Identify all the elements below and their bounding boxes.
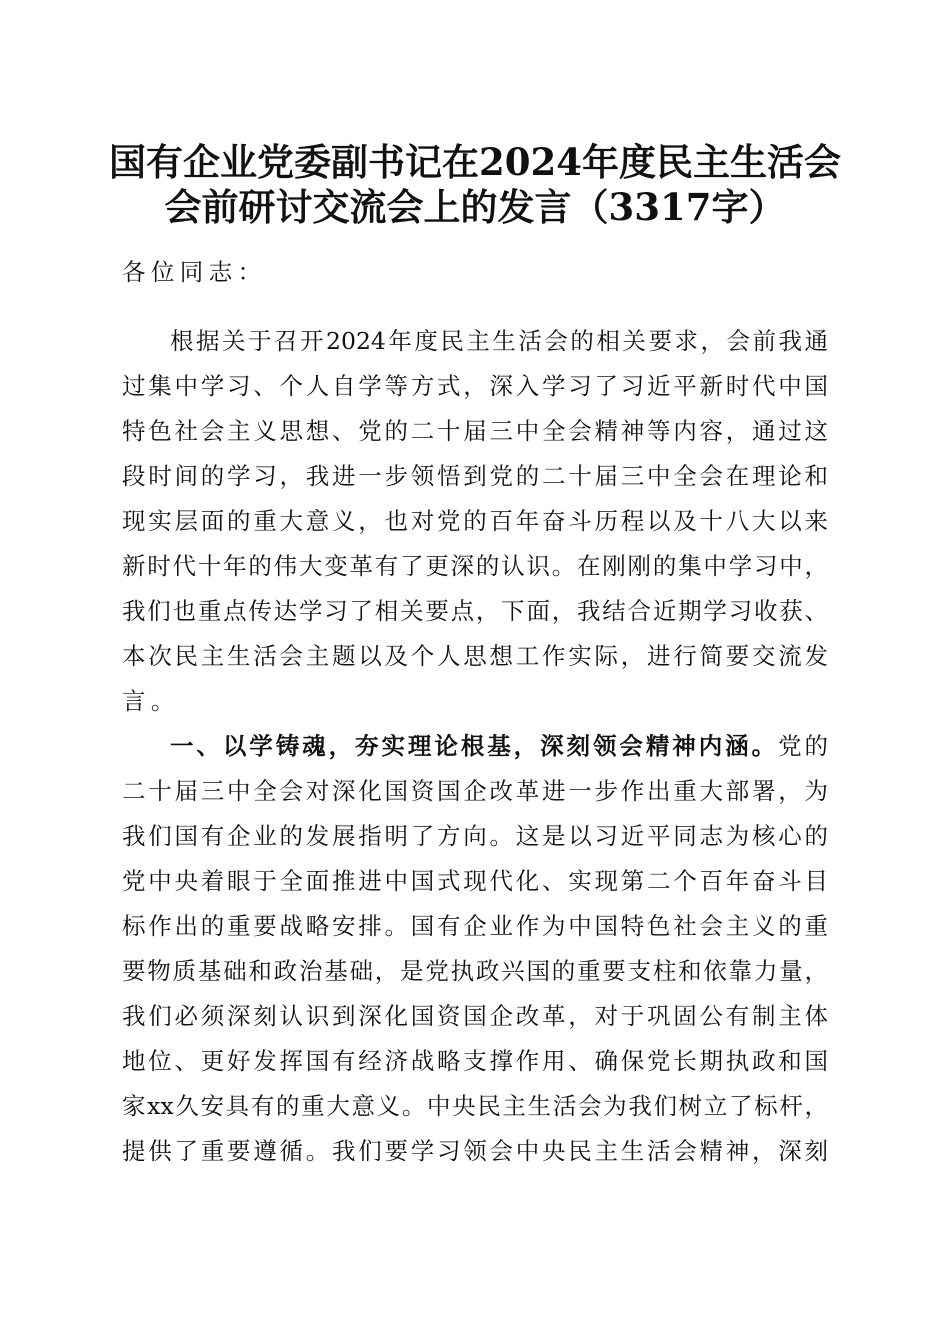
paragraph-line: 要物质基础和政治基础，是党执政兴国的重要支柱和依靠力量， [122,957,828,985]
paragraph-line: 党中央着眼于全面推进中国式现代化、实现第二个百年奋斗目 [122,867,828,895]
paragraph-line: 提供了重要遵循。我们要学习领会中央民主生活会精神，深刻 [122,1137,828,1165]
salutation: 各位同志： [122,258,267,286]
document-title-line-2: 会前研讨交流会上的发言（3317字） [164,185,786,229]
paragraph-line: 我们必须深刻认识到深化国资国企改革，对于巩固公有制主体 [122,1002,828,1030]
paragraph-line: 家xx久安具有的重大意义。中央民主生活会为我们树立了标杆， [122,1092,828,1120]
section-heading-line [170,731,828,761]
paragraph-line: 过集中学习、个人自学等方式，深入学习了习近平新时代中国 [122,372,828,400]
section-heading: 一、以学铸魂，夯实理论根基，深刻领会精神内涵。 [170,732,779,760]
paragraph-line: 新时代十年的伟大变革有了更深的认识。在刚刚的集中学习中， [122,552,828,580]
paragraph-line: 段时间的学习，我进一步领悟到党的二十届三中全会在理论和 [122,462,828,490]
paragraph-line: 标作出的重要战略安排。国有企业作为中国特色社会主义的重 [122,912,828,940]
section-heading-tail: 党的 [778,732,828,760]
paragraph-line: 我们也重点传达学习了相关要点，下面，我结合近期学习收获、 [122,597,828,625]
paragraph-line: 二十届三中全会对深化国资国企改革进一步作出重大部署，为 [122,777,828,805]
paragraph-line: 言。 [122,687,180,715]
paragraph-line: 特色社会主义思想、党的二十届三中全会精神等内容，通过这 [122,417,828,445]
paragraph-line: 本次民主生活会主题以及个人思想工作实际，进行简要交流发 [122,642,828,670]
paragraph-line: 我们国有企业的发展指明了方向。这是以习近平同志为核心的 [122,822,828,850]
document-title-line-1: 国有企业党委副书记在2024年度民主生活会 [109,140,841,184]
paragraph-line: 地位、更好发挥国有经济战略支撑作用、确保党长期执政和国 [122,1047,828,1075]
paragraph-line: 现实层面的重大意义，也对党的百年奋斗历程以及十八大以来 [122,507,828,535]
paragraph-line: 根据关于召开2024年度民主生活会的相关要求，会前我通 [170,327,828,355]
